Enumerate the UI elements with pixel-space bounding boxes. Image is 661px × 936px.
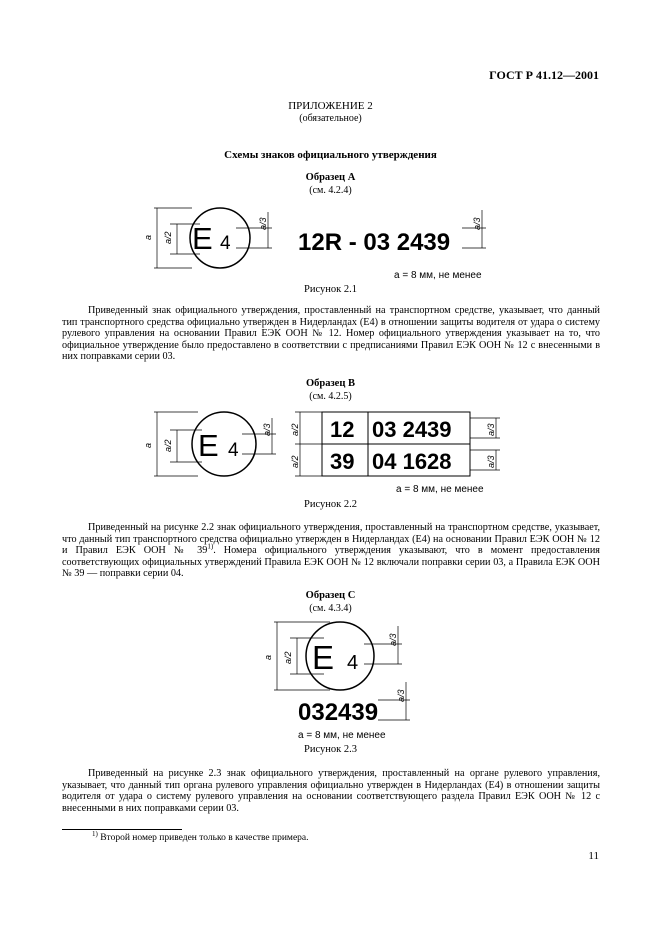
footnote-divider — [62, 829, 182, 830]
standard-header: ГОСТ Р 41.12—2001 — [489, 68, 599, 82]
footnote — [92, 829, 309, 843]
row1-regulation: 12 — [330, 417, 355, 442]
dim-a-label: a — [263, 654, 273, 660]
sample-c-diagram — [260, 614, 420, 734]
figure-2-3-caption: Рисунок 2.3 — [304, 744, 357, 755]
row2-number: 04 1628 — [372, 449, 452, 474]
appendix-subtitle: (обязательное) — [299, 113, 362, 124]
sample-b-diagram — [140, 404, 510, 484]
dim-third-label: a/3 — [472, 217, 482, 230]
sample-a-ref: (см. 4.2.4) — [309, 185, 352, 196]
approval-number: 032439 — [298, 699, 379, 726]
sample-c-title: Образец С — [305, 590, 356, 601]
dim-third-label: a/3 — [486, 455, 496, 468]
dim-third-label: a/3 — [258, 217, 268, 230]
dim-third-label: a/3 — [388, 633, 398, 646]
sample-a-note: a = 8 мм, не менее — [394, 270, 482, 281]
sample-c-ref: (см. 4.3.4) — [309, 603, 352, 614]
footnote-text: Второй номер приведен только в качестве примера. — [100, 833, 309, 843]
dim-third-label: a/3 — [486, 423, 496, 436]
sample-b-title: Образец В — [305, 378, 356, 389]
sample-b-ref: (см. 4.2.5) — [309, 391, 352, 402]
approval-number: 12R - 03 2439 — [298, 229, 451, 256]
mark-number: 4 — [220, 233, 231, 254]
mark-letter: E — [198, 428, 219, 463]
paragraph-b — [62, 522, 600, 580]
dim-half-label: a/2 — [163, 439, 173, 452]
dim-a-label: a — [143, 234, 153, 240]
paragraph-a: Приведенный знак официального утверждения, проставленный на транспортном средстве, указывает, что данный тип транспортного средства официально утвержден в Нидерландах (E4) в отношении защиты водителя от удара о систему рулевого управления на основании Правил ЕЭК ООН № 12. Номер официального утверждения указывает на то, что официальное утверждение было предоставлено в соответствии с предписаниями Правил ЕЭК ООН № 12 с внесенными в них поправками серии 03. — [62, 305, 600, 363]
dim-third-label: a/3 — [396, 689, 406, 702]
dim-half-label: a/2 — [163, 231, 173, 244]
sample-a-diagram — [140, 200, 500, 280]
figure-2-1-caption: Рисунок 2.1 — [304, 284, 357, 295]
page-number: 11 — [588, 850, 599, 862]
dim-half-label: a/2 — [290, 423, 300, 436]
mark-letter: E — [312, 639, 335, 676]
dim-half-label: a/2 — [290, 455, 300, 468]
row2-regulation: 39 — [330, 449, 355, 474]
appendix-title: ПРИЛОЖЕНИЕ 2 — [288, 100, 373, 112]
figure-2-2-caption: Рисунок 2.2 — [304, 499, 357, 510]
dim-third-label: a/3 — [262, 423, 272, 436]
sample-a-title: Образец А — [305, 172, 356, 183]
row1-number: 03 2439 — [372, 417, 452, 442]
paragraph-b-part1: Приведенный на рисунке 2.2 знак официального утверждения, проставленный на транспортном средстве, указывает, что данный тип транспортного средства официально утвержден в Нидерландах (E4) на основании Правил ЕЭК ООН № 12 и Правил ЕЭК ООН № 39 — [62, 522, 600, 557]
mark-number: 4 — [347, 652, 359, 674]
mark-letter: E — [192, 221, 213, 256]
sample-c-note: a = 8 мм, не менее — [298, 730, 386, 741]
paragraph-b-part2: . Номера официального утверждения указывают, что в момент предоставления соответствующих официальных утверждений Правила ЕЭК ООН № 12 включали поправки серии 03, а Правила ЕЭК ООН № 39 — поправки серии 04. — [62, 545, 600, 580]
dim-a-label: a — [143, 442, 153, 448]
sample-b-note: a = 8 мм, не менее — [396, 484, 484, 495]
appendix-heading: Схемы знаков официального утверждения — [224, 149, 437, 161]
mark-number: 4 — [228, 440, 239, 461]
footnote-reference: 1) — [207, 542, 214, 551]
footnote-mark: 1) — [92, 829, 98, 838]
dim-half-label: a/2 — [283, 651, 293, 664]
paragraph-c: Приведенный на рисунке 2.3 знак официального утверждения, проставленный на органе рулевого управления, указывает, что данный тип органа рулевого управления официально утвержден в Нидерландах (E4) в отношении защиты водителя от удара о систему рулевого управления на основании соответствующего раздела Правил ЕЭК ООН № 12 с внесенными в них поправками серии 03. — [62, 768, 600, 814]
